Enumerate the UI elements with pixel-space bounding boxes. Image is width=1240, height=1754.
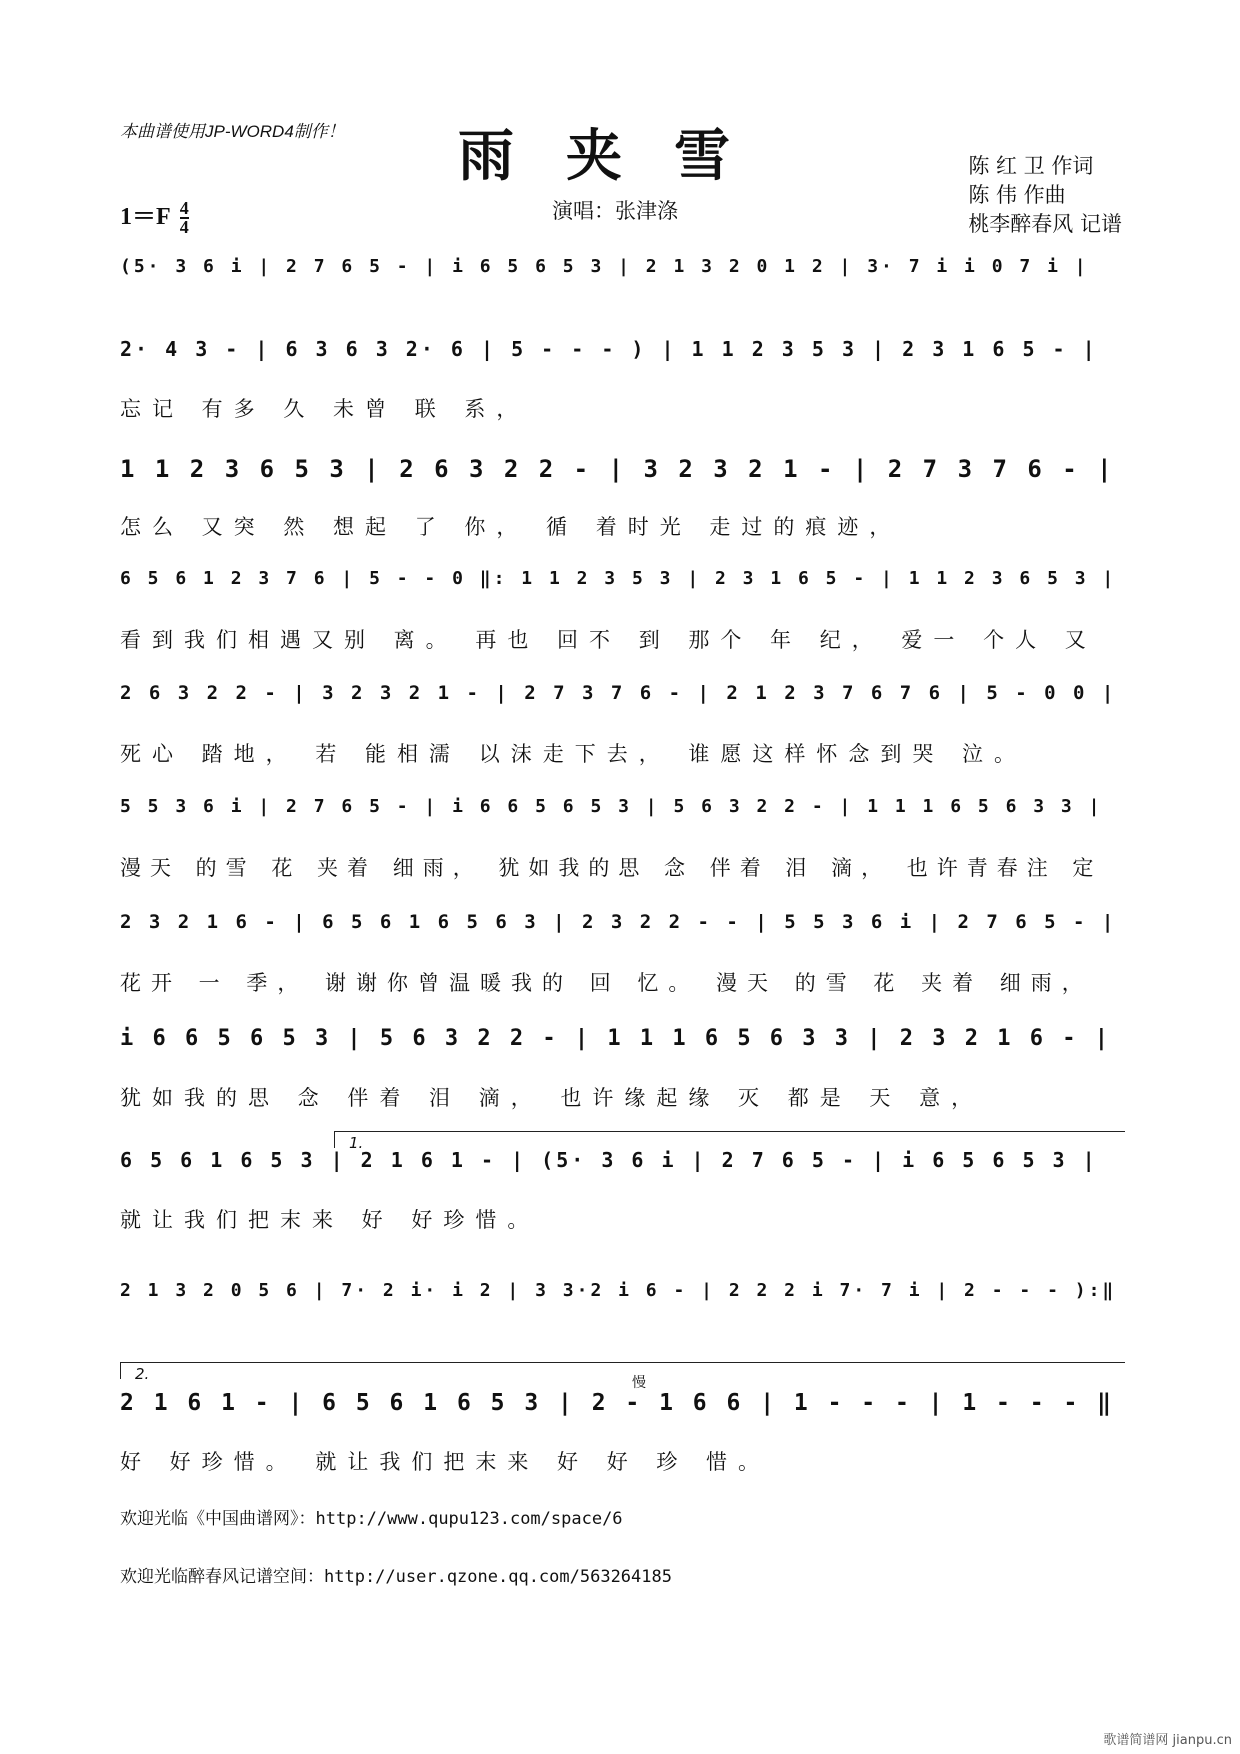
lyrics-line: 好 好珍惜。 就让我们把末来 好 好 珍 惜。 (120, 1450, 771, 1474)
lyrics-line: 犹如我的思 念 伴着 泪 滴， 也许缘起缘 灭 都是 天 意， (120, 1086, 984, 1110)
notes-line: 6 5 6 1 2 3 7 6 | 5 - - 0 ‖: 1 1 2 3 5 3 | 2 3 1 6 5 - | 1 1 2 3 6 5 3 | (120, 568, 1117, 589)
volta-1-label: 1. (349, 1134, 364, 1152)
time-bottom: 4 (179, 217, 189, 238)
lyrics-line: 就让我们把末来 好 好珍惜。 (120, 1208, 540, 1232)
notes-line: 2 1 6 1 - | 6 5 6 1 6 5 3 | 2 - 1 6 6 | 1 - - - | 1 - - - ‖ (120, 1390, 1114, 1416)
lyrics-line: 死心 踏地， 若 能相濡 以沫走下去， 谁愿这样怀念到哭 泣。 (120, 742, 1027, 766)
volta-1-bracket (334, 1131, 1125, 1152)
time-signature (180, 200, 189, 236)
lyrics-line: 花开 一 季， 谢谢你曾温暖我的 回 忆。 漫天 的雪 花 夹着 细雨， (120, 971, 1093, 995)
credits (968, 152, 1122, 239)
notes-line: 2 3 2 1 6 - | 6 5 6 1 6 5 6 3 | 2 3 2 2 - - | 5 5 3 6 i | 2 7 6 5 - | (120, 911, 1117, 933)
song-title: 雨夹雪 (458, 123, 782, 189)
transcriber: 桃李醉春风 记谱 (968, 212, 1122, 236)
notes-line: 1 1 2 3 6 5 3 | 2 6 3 2 2 - | 3 2 3 2 1 - | 2 7 3 7 6 - | (120, 455, 1115, 483)
footer-line-1: 欢迎光临《中国曲谱网》：http://www.qupu123.com/space/6 (120, 1509, 623, 1529)
volta-2-bracket (120, 1362, 1125, 1383)
notes-line: 2· 4 3 - | 6 3 6 3 2· 6 | 5 - - - ) | 1 1 2 3 5 3 | 2 3 1 6 5 - | (120, 337, 1098, 361)
notes-line: 2 1 3 2 0 5 6 | 7· 2 i· i 2 | 3 3·2 i 6 - | 2 2 2 i 7· 7 i | 2 - - - ):‖ (120, 1280, 1117, 1301)
watermark: 歌谱简谱网 jianpu.cn (1103, 1733, 1232, 1748)
notes-line: (5· 3 6 i | 2 7 6 5 - | i 6 5 6 5 3 | 2 1 3 2 0 1 2 | 3· 7 i i 0 7 i | (120, 256, 1089, 277)
volta-2-label: 2. (135, 1365, 150, 1383)
footer-line-2: 欢迎光临醉春风记谱空间：http://user.qzone.qq.com/563264185 (120, 1567, 672, 1587)
notes-line: i 6 6 5 6 5 3 | 5 6 3 2 2 - | 1 1 1 6 5 6 3 3 | 2 3 2 1 6 - | (120, 1026, 1111, 1051)
key-signature (120, 196, 189, 236)
singer: 演唱：张津涤 (552, 199, 678, 223)
tempo-mark: 慢 (632, 1375, 646, 1391)
lyrics-line: 看到我们相遇又别 离。 再也 回不 到 那个 年 纪， 爱一 个人 又 (120, 628, 1097, 652)
key-label: 1＝F (120, 204, 170, 230)
time-top: 4 (179, 198, 189, 219)
notes-line: 6 5 6 1 6 5 3 | 2 1 6 1 - | (5· 3 6 i | 2 7 6 5 - | i 6 5 6 5 3 | (120, 1148, 1098, 1172)
lyrics-line: 漫天 的雪 花 夹着 细雨， 犹如我的思 念 伴着 泪 滴， 也许青春注 定 (120, 856, 1103, 880)
made-with-note: 本曲谱使用JP-WORD4制作！ (120, 122, 345, 141)
lyrics-line: 怎么 又突 然 想起 了 你， 循 着时光 走过的痕迹， (120, 515, 902, 539)
composer: 陈 伟 作曲 (968, 183, 1066, 207)
lyrics-line: 忘记 有多 久 未曾 联 系， (120, 397, 529, 421)
notes-line: 5 5 3 6 i | 2 7 6 5 - | i 6 6 5 6 5 3 | 5 6 3 2 2 - | 1 1 1 6 5 6 3 3 | (120, 796, 1103, 817)
lyricist: 陈 红 卫 作词 (968, 154, 1094, 178)
notes-line: 2 6 3 2 2 - | 3 2 3 2 1 - | 2 7 3 7 6 - | 2 1 2 3 7 6 7 6 | 5 - 0 0 | (120, 682, 1117, 704)
